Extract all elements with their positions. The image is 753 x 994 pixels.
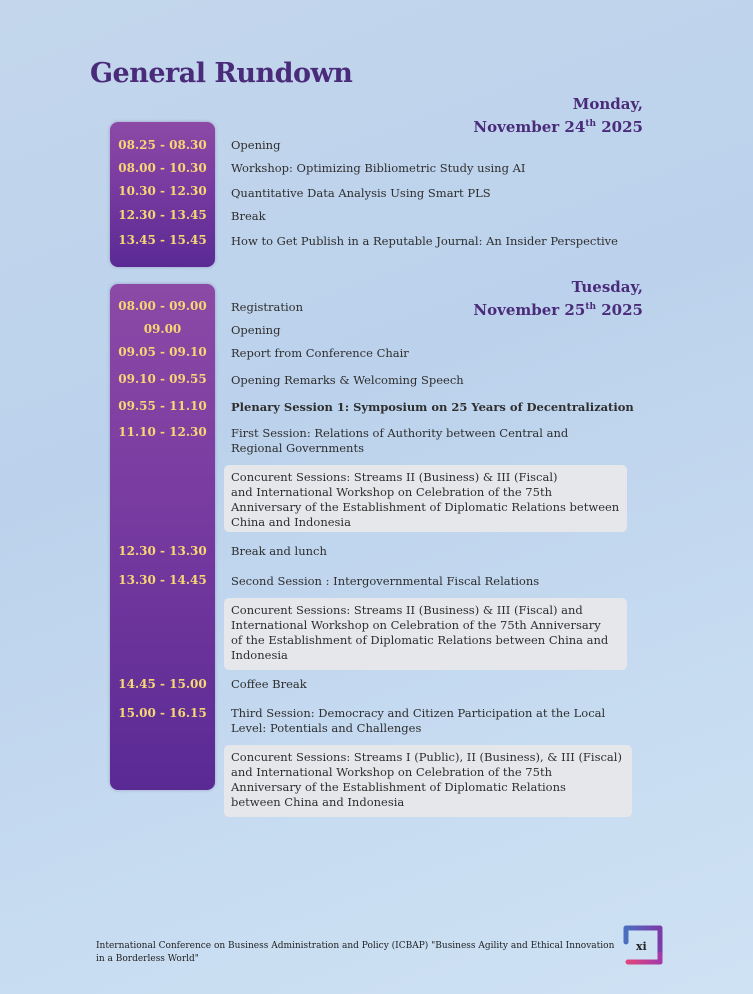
agenda-item: First Session: Relations of Authority between Central and Regional Governments — [231, 426, 569, 455]
page-title: General Rundown — [90, 58, 353, 89]
tuesday-date: November 25th 2025 — [473, 301, 643, 319]
agenda-item: Break and lunch — [231, 544, 327, 558]
agenda-item: Opening — [231, 323, 281, 337]
time-slot: 13.30 - 14.45 — [118, 573, 207, 587]
agenda-item: Registration — [231, 300, 304, 314]
agenda-item: Workshop: Optimizing Bibliometric Study using AI — [231, 161, 526, 175]
time-slot: 14.45 - 15.00 — [118, 677, 207, 691]
time-slot: 12.30 - 13.30 — [118, 544, 207, 558]
time-slot: 09.10 - 09.55 — [118, 372, 207, 386]
agenda-item-plenary: Plenary Session 1: Symposium on 25 Years of Decentralization — [231, 400, 634, 414]
time-slot: 10.30 - 12.30 — [118, 184, 207, 198]
agenda-item: Quantitative Data Analysis Using Smart PLS — [231, 186, 491, 200]
time-slot: 12.30 - 13.45 — [118, 208, 207, 222]
footer-conference-name: International Conference on Business Administration and Policy (ICBAP) "Business Agility and Ethical Innovation in a Borderless World" — [96, 941, 615, 964]
time-slot: 13.45 - 15.45 — [118, 233, 207, 247]
agenda-item: Opening Remarks & Welcoming Speech — [231, 373, 464, 387]
time-slot: 15.00 - 16.15 — [118, 706, 207, 720]
monday-date-heading — [473, 94, 643, 137]
time-slot: 11.10 - 12.30 — [118, 425, 207, 439]
agenda-item: Report from Conference Chair — [231, 346, 409, 360]
time-slot: 08.00 - 10.30 — [118, 161, 207, 175]
concurrent-session-box: Concurent Sessions: Streams I (Public), II (Business), & III (Fiscal) and International Workshop on Celebration of the 75th Anniversary of the Establishment of Diplomatic Relations between China and Indonesia — [224, 745, 632, 817]
time-slot: 09.05 - 09.10 — [118, 345, 207, 359]
agenda-item: How to Get Publish in a Reputable Journal: An Insider Perspective — [231, 234, 618, 248]
time-slot: 08.25 - 08.30 — [118, 138, 207, 152]
agenda-item: Second Session : Intergovernmental Fiscal Relations — [231, 574, 540, 588]
concurrent-session-box: Concurent Sessions: Streams II (Business) & III (Fiscal) and International Workshop on Celebration of the 75th Anniversary of the Establishment of Diplomatic Relations between China and Indonesia — [224, 598, 627, 670]
agenda-item: Break — [231, 209, 266, 223]
time-slot: 08.00 - 09.00 — [118, 299, 207, 313]
tuesday-day: Tuesday, — [571, 278, 643, 296]
tuesday-date-heading — [473, 277, 643, 320]
monday-day: Monday, — [572, 95, 643, 113]
monday-date: November 24th 2025 — [473, 118, 643, 136]
time-slot: 09.00 — [143, 322, 182, 336]
time-slot: 09.55 - 11.10 — [118, 399, 207, 413]
page-number: xi — [636, 940, 647, 953]
agenda-item: Third Session: Democracy and Citizen Participation at the Local Level: Potentials and Challenges — [231, 706, 606, 735]
agenda-item: Coffee Break — [231, 677, 307, 691]
agenda-item: Opening — [231, 138, 281, 152]
concurrent-session-box: Concurent Sessions: Streams II (Business) & III (Fiscal) and International Workshop on Celebration of the 75th Anniversary of the Establishment of Diplomatic Relations between China and Indonesia — [224, 465, 627, 532]
